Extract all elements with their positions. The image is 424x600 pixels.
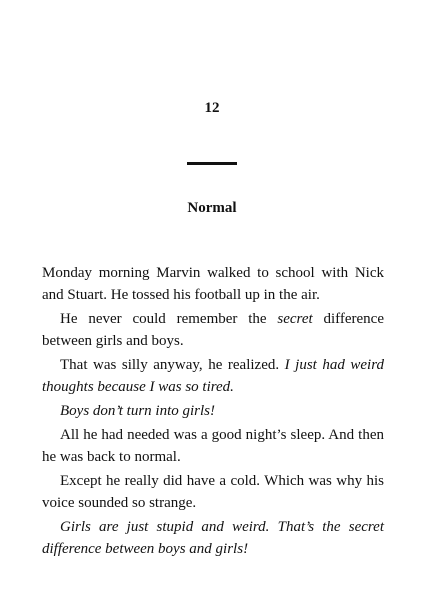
emphasis-text: Girls are just stupid and weird. That’s the secret difference between boys and girls! [42, 519, 384, 557]
paragraph [42, 308, 384, 352]
paragraph-text: That was silly anyway, he realized. [60, 357, 285, 373]
paragraph-text: He never could remember the [60, 311, 278, 327]
paragraph [42, 354, 384, 398]
paragraph-text: Except he really did have a cold. Which was why his voice sounded so strange. [42, 473, 384, 511]
chapter-title: Normal [187, 200, 237, 216]
emphasis-text: I just had weird thoughts because I was so tired. [42, 357, 384, 395]
paragraph [42, 516, 384, 560]
paragraph-text: difference between girls and boys. [42, 311, 384, 349]
paragraph-text: Monday morning Marvin walked to school with Nick and Stuart. He tossed his football up in the air. [42, 265, 384, 303]
paragraph-text: All he had needed was a good night’s sleep. And then he was back to normal. [42, 427, 384, 465]
chapter-body [42, 262, 384, 562]
chapter-number: 12 [204, 100, 220, 116]
paragraph [42, 424, 384, 468]
paragraph [42, 400, 384, 422]
paragraph [42, 262, 384, 306]
emphasis-text: secret [277, 311, 313, 327]
paragraph [42, 470, 384, 514]
chapter-divider [187, 162, 237, 165]
emphasis-text: Boys don’t turn into girls! [60, 403, 216, 419]
